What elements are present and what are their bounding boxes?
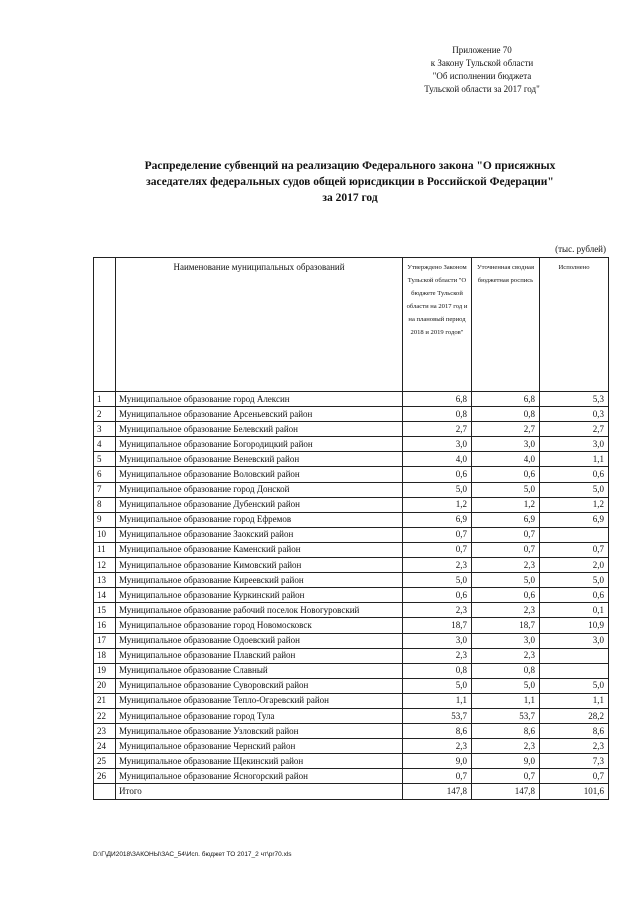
table-row	[94, 784, 609, 799]
row-refined: 0,7	[472, 527, 540, 542]
row-refined: 3,0	[472, 437, 540, 452]
header-executed: Исполнено	[540, 258, 609, 392]
table-row	[94, 618, 609, 633]
row-number: 3	[94, 422, 116, 437]
title-line: за 2017 год	[322, 192, 378, 204]
row-refined: 0,8	[472, 407, 540, 422]
file-path-footer: D:\Г\ДИ2018\ЗАКОНЫ\ЗАС_54\Исп. бюджет ТО 2017_2 чт\pr70.xls	[93, 851, 292, 858]
row-executed: 2,0	[540, 558, 609, 573]
row-approved: 147,8	[403, 784, 472, 799]
row-number: 12	[94, 558, 116, 573]
header-refined: Уточненная сводная бюджетная роспись	[472, 258, 540, 392]
row-name: Муниципальное образование город Новомосковск	[116, 618, 403, 633]
row-approved: 0,7	[403, 527, 472, 542]
appendix-line: Приложение 70	[452, 45, 512, 55]
row-approved: 53,7	[403, 708, 472, 723]
row-executed: 101,6	[540, 784, 609, 799]
row-refined: 147,8	[472, 784, 540, 799]
row-name: Муниципальное образование Чернский район	[116, 739, 403, 754]
table-row	[94, 512, 609, 527]
row-approved: 18,7	[403, 618, 472, 633]
row-number: 25	[94, 754, 116, 769]
row-executed: 2,7	[540, 422, 609, 437]
row-name: Муниципальное образование город Тула	[116, 708, 403, 723]
row-refined: 2,7	[472, 422, 540, 437]
row-executed: 0,3	[540, 407, 609, 422]
row-executed	[540, 663, 609, 678]
row-executed: 5,0	[540, 573, 609, 588]
row-refined: 6,9	[472, 512, 540, 527]
row-name: Муниципальное образование Веневский район	[116, 452, 403, 467]
document-title	[100, 158, 600, 206]
row-name: Муниципальное образование Узловский район	[116, 724, 403, 739]
row-approved: 5,0	[403, 573, 472, 588]
table-row	[94, 573, 609, 588]
subvention-table	[93, 257, 609, 800]
row-number: 8	[94, 497, 116, 512]
table-row	[94, 558, 609, 573]
row-refined: 3,0	[472, 633, 540, 648]
row-approved: 3,0	[403, 633, 472, 648]
row-executed: 5,0	[540, 678, 609, 693]
row-number: 14	[94, 588, 116, 603]
table-row	[94, 467, 609, 482]
row-name: Муниципальное образование город Донской	[116, 482, 403, 497]
row-number: 4	[94, 437, 116, 452]
row-approved: 2,3	[403, 603, 472, 618]
row-refined: 8,6	[472, 724, 540, 739]
row-number: 9	[94, 512, 116, 527]
row-number: 24	[94, 739, 116, 754]
row-number: 19	[94, 663, 116, 678]
row-number: 1	[94, 392, 116, 407]
row-approved: 0,6	[403, 467, 472, 482]
row-refined: 5,0	[472, 482, 540, 497]
row-executed: 0,7	[540, 542, 609, 557]
table-row	[94, 633, 609, 648]
row-name: Муниципальное образование Каменский район	[116, 542, 403, 557]
row-approved: 1,1	[403, 693, 472, 708]
row-number	[94, 784, 116, 799]
table-header-row	[94, 258, 609, 392]
row-name: Муниципальное образование Тепло-Огаревский район	[116, 693, 403, 708]
title-line: заседателях федеральных судов общей юрисдикции в Российской Федерации"	[146, 176, 554, 188]
row-number: 7	[94, 482, 116, 497]
row-number: 11	[94, 542, 116, 557]
row-name: Муниципальное образование Щекинский район	[116, 754, 403, 769]
table-row	[94, 422, 609, 437]
table-row	[94, 648, 609, 663]
table-row	[94, 754, 609, 769]
row-refined: 0,8	[472, 663, 540, 678]
row-name: Муниципальное образование Суворовский район	[116, 678, 403, 693]
row-approved: 8,6	[403, 724, 472, 739]
row-number: 18	[94, 648, 116, 663]
header-number	[94, 258, 116, 392]
row-name: Муниципальное образование Заокский район	[116, 527, 403, 542]
table-row	[94, 663, 609, 678]
row-approved: 5,0	[403, 678, 472, 693]
row-executed: 10,9	[540, 618, 609, 633]
row-executed: 28,2	[540, 708, 609, 723]
row-approved: 2,3	[403, 739, 472, 754]
row-name: Муниципальное образование Ясногорский район	[116, 769, 403, 784]
row-executed: 0,1	[540, 603, 609, 618]
row-executed	[540, 648, 609, 663]
row-executed: 1,2	[540, 497, 609, 512]
row-name: Муниципальное образование город Ефремов	[116, 512, 403, 527]
row-refined: 2,3	[472, 603, 540, 618]
row-name: Муниципальное образование рабочий поселок Новогуровский	[116, 603, 403, 618]
row-approved: 2,7	[403, 422, 472, 437]
row-approved: 2,3	[403, 648, 472, 663]
row-number: 17	[94, 633, 116, 648]
row-refined: 1,2	[472, 497, 540, 512]
row-refined: 2,3	[472, 648, 540, 663]
row-refined: 4,0	[472, 452, 540, 467]
appendix-line: к Закону Тульской области	[430, 58, 534, 68]
row-refined: 0,7	[472, 542, 540, 557]
row-approved: 6,8	[403, 392, 472, 407]
row-name: Муниципальное образование Куркинский район	[116, 588, 403, 603]
row-number: 20	[94, 678, 116, 693]
row-refined: 53,7	[472, 708, 540, 723]
row-refined: 2,3	[472, 739, 540, 754]
row-refined: 6,8	[472, 392, 540, 407]
table-row	[94, 739, 609, 754]
row-number: 6	[94, 467, 116, 482]
row-approved: 0,6	[403, 588, 472, 603]
title-line: Распределение субвенций на реализацию Федерального закона "О присяжных	[144, 160, 556, 172]
row-approved: 1,2	[403, 497, 472, 512]
row-approved: 0,8	[403, 663, 472, 678]
row-approved: 0,8	[403, 407, 472, 422]
row-approved: 4,0	[403, 452, 472, 467]
appendix-line: "Об исполнении бюджета	[432, 71, 532, 81]
row-name: Муниципальное образование Кимовский район	[116, 558, 403, 573]
row-approved: 2,3	[403, 558, 472, 573]
row-number: 22	[94, 708, 116, 723]
row-number: 13	[94, 573, 116, 588]
row-executed: 3,0	[540, 437, 609, 452]
row-executed: 3,0	[540, 633, 609, 648]
row-number: 10	[94, 527, 116, 542]
row-approved: 6,9	[403, 512, 472, 527]
header-approved: Утверждено Законом Тульской области "О бюджете Тульской области на 2017 год и на плановый период 2018 и 2019 годов"	[403, 258, 472, 392]
row-number: 21	[94, 693, 116, 708]
row-executed: 5,3	[540, 392, 609, 407]
row-number: 5	[94, 452, 116, 467]
row-name: Муниципальное образование Плавский район	[116, 648, 403, 663]
row-refined: 0,6	[472, 588, 540, 603]
header-name: Наименование муниципальных образований	[116, 258, 403, 392]
row-executed: 5,0	[540, 482, 609, 497]
row-name: Муниципальное образование Белевский район	[116, 422, 403, 437]
row-name: Муниципальное образование Богородицкий район	[116, 437, 403, 452]
row-number: 15	[94, 603, 116, 618]
row-name: Муниципальное образование Арсеньевский район	[116, 407, 403, 422]
row-approved: 3,0	[403, 437, 472, 452]
row-refined: 0,6	[472, 467, 540, 482]
row-refined: 5,0	[472, 573, 540, 588]
row-name: Муниципальное образование Дубенский район	[116, 497, 403, 512]
row-name: Итого	[116, 784, 403, 799]
row-executed: 7,3	[540, 754, 609, 769]
row-name: Муниципальное образование Киреевский район	[116, 573, 403, 588]
row-executed: 1,1	[540, 693, 609, 708]
row-number: 23	[94, 724, 116, 739]
table-row	[94, 527, 609, 542]
row-executed: 6,9	[540, 512, 609, 527]
row-refined: 0,7	[472, 769, 540, 784]
row-refined: 1,1	[472, 693, 540, 708]
table-row	[94, 392, 609, 407]
table-row	[94, 497, 609, 512]
table-row	[94, 452, 609, 467]
row-name: Муниципальное образование Одоевский район	[116, 633, 403, 648]
row-approved: 9,0	[403, 754, 472, 769]
row-approved: 0,7	[403, 769, 472, 784]
table-row	[94, 708, 609, 723]
table-row	[94, 588, 609, 603]
row-refined: 18,7	[472, 618, 540, 633]
row-number: 16	[94, 618, 116, 633]
row-name: Муниципальное образование Воловский район	[116, 467, 403, 482]
row-refined: 2,3	[472, 558, 540, 573]
row-refined: 5,0	[472, 678, 540, 693]
table-row	[94, 678, 609, 693]
row-executed	[540, 527, 609, 542]
row-executed: 0,6	[540, 588, 609, 603]
table-row	[94, 769, 609, 784]
table-row	[94, 693, 609, 708]
appendix-line: Тульской области за 2017 год"	[424, 84, 540, 94]
appendix-header	[382, 44, 582, 96]
table-row	[94, 482, 609, 497]
table-row	[94, 724, 609, 739]
row-approved: 5,0	[403, 482, 472, 497]
table-row	[94, 603, 609, 618]
row-executed: 8,6	[540, 724, 609, 739]
row-number: 2	[94, 407, 116, 422]
row-executed: 1,1	[540, 452, 609, 467]
row-executed: 0,7	[540, 769, 609, 784]
row-executed: 0,6	[540, 467, 609, 482]
row-name: Муниципальное образование город Алексин	[116, 392, 403, 407]
row-approved: 0,7	[403, 542, 472, 557]
table-row	[94, 542, 609, 557]
row-name: Муниципальное образование Славный	[116, 663, 403, 678]
row-executed: 2,3	[540, 739, 609, 754]
table-row	[94, 437, 609, 452]
row-refined: 9,0	[472, 754, 540, 769]
row-number: 26	[94, 769, 116, 784]
table-row	[94, 407, 609, 422]
unit-label: (тыс. рублей)	[555, 244, 606, 254]
